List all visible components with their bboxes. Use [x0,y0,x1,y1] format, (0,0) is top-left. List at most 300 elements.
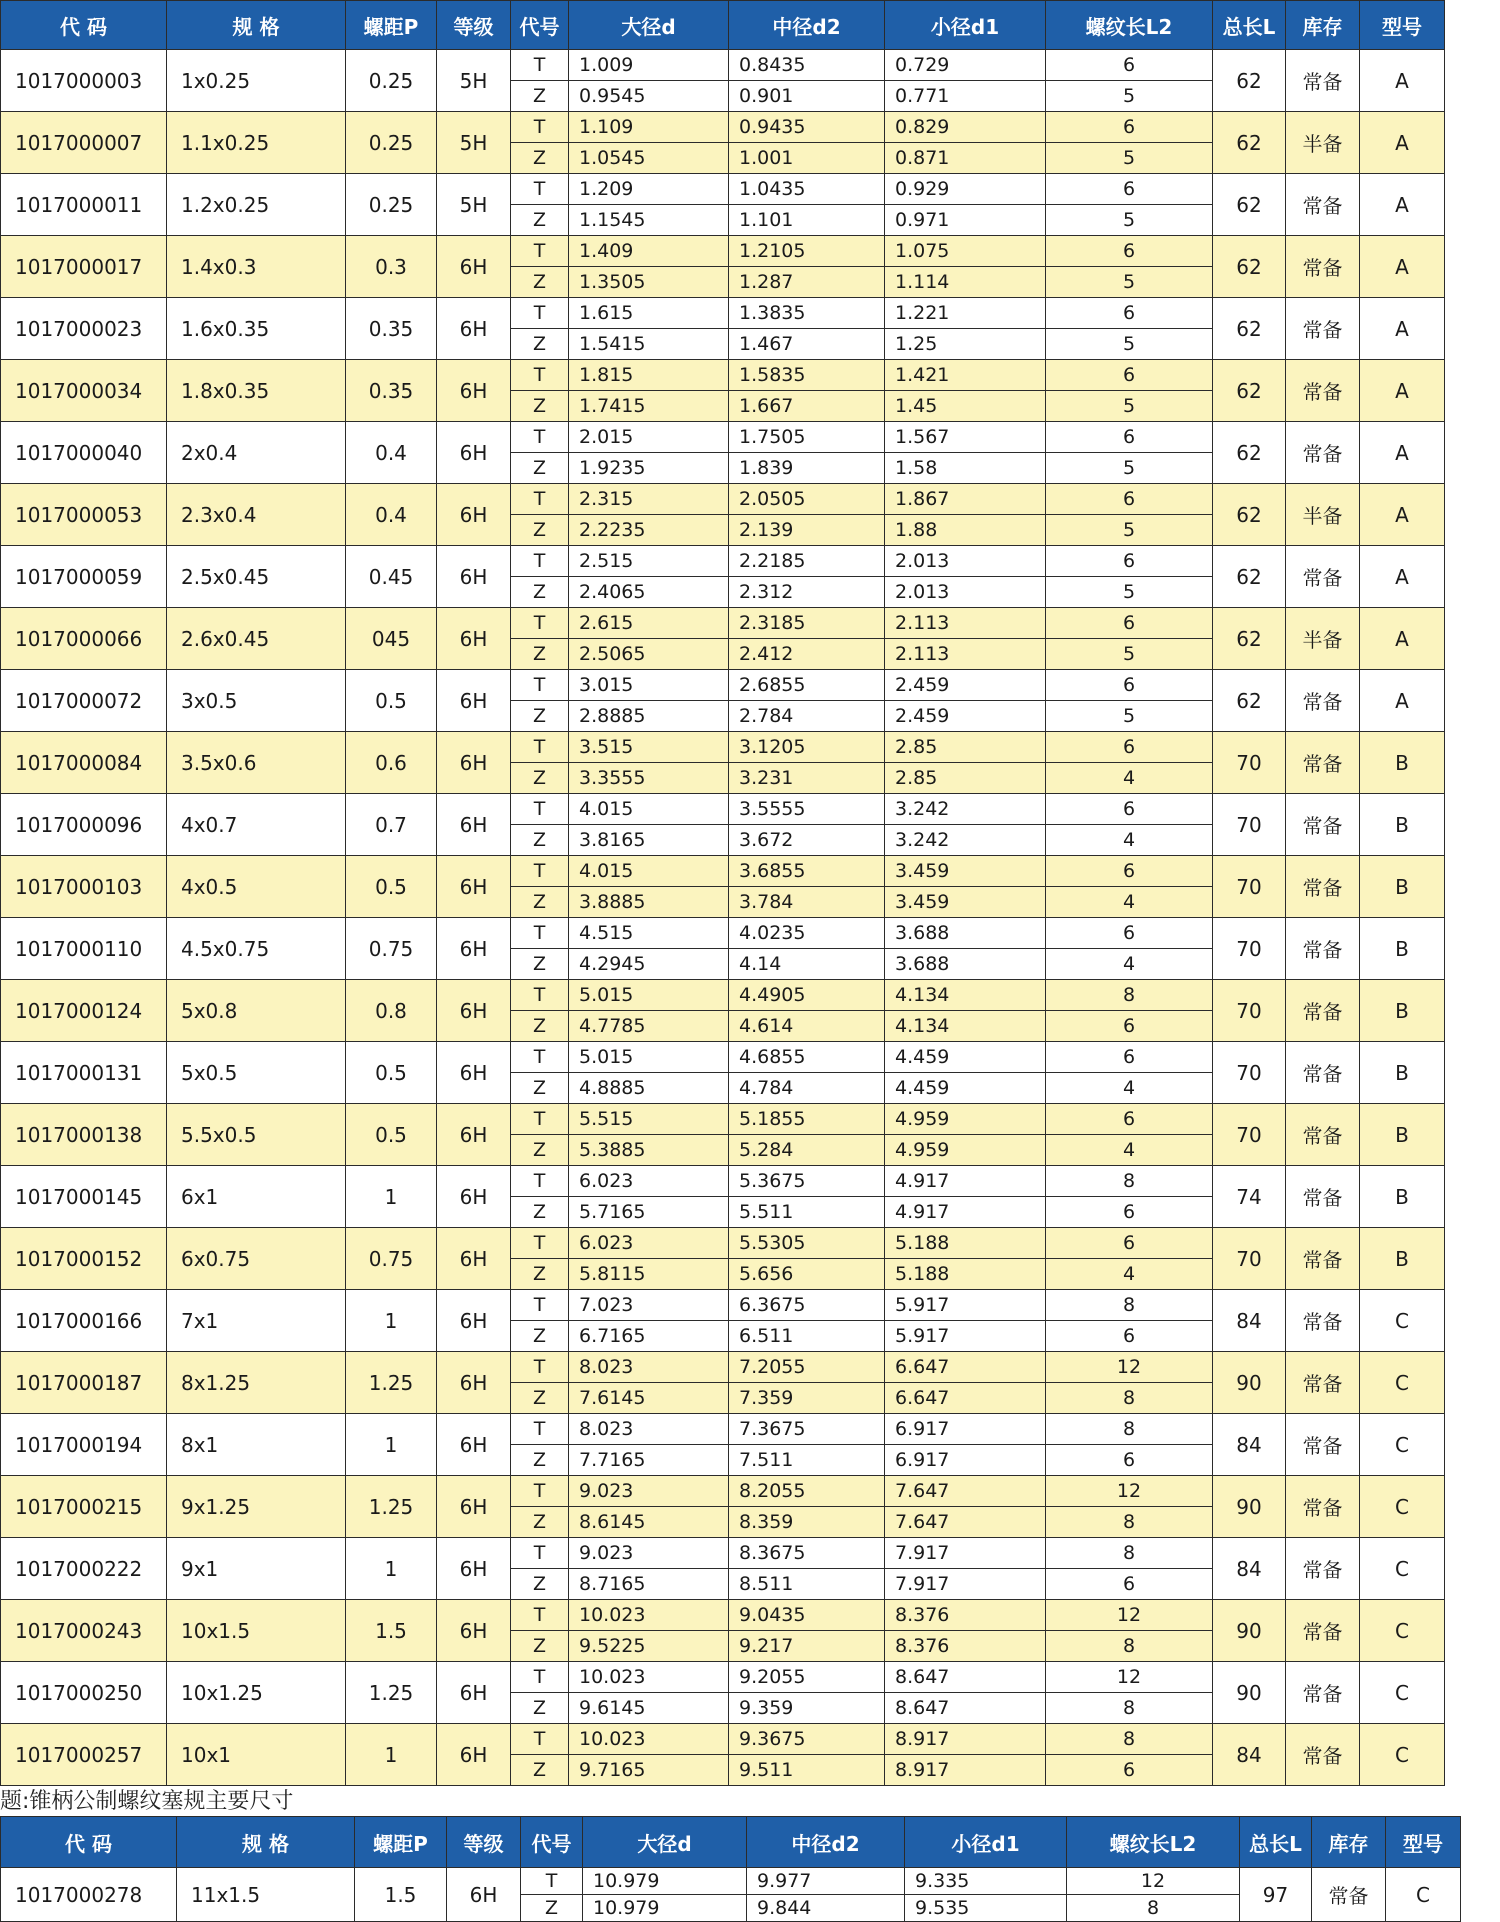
major-diameter-go: 10.023 [569,1662,729,1693]
gauge-code-nogo: Z [511,267,569,298]
thread-length-go: 12 [1046,1476,1213,1507]
pitch-value: 0.3 [346,236,437,298]
thread-length-nogo: 5 [1046,143,1213,174]
pitch-diameter-go: 6.3675 [729,1290,885,1321]
pitch-value: 1 [346,1166,437,1228]
thread-length-go: 6 [1046,50,1213,81]
gauge-code-go: T [511,1290,569,1321]
pitch-diameter-nogo: 1.667 [729,391,885,422]
model-type: A [1360,298,1445,360]
table-row [1,670,1445,701]
major-diameter-nogo: 5.8115 [569,1259,729,1290]
pitch-value: 1 [346,1538,437,1600]
thread-length-go: 6 [1046,236,1213,267]
tolerance-grade: 6H [437,1538,511,1600]
major-diameter-nogo: 2.8885 [569,701,729,732]
model-type: B [1360,1042,1445,1104]
table-row [1,298,1445,329]
thread-length-go: 6 [1046,1104,1213,1135]
gauge-code-go: T [511,50,569,81]
stock-status: 半备 [1286,608,1360,670]
part-code: 1017000124 [1,980,167,1042]
gauge-code-nogo: Z [511,639,569,670]
thread-length-nogo: 6 [1046,1011,1213,1042]
pitch-diameter-nogo: 9.511 [729,1755,885,1786]
minor-diameter-nogo: 1.88 [885,515,1046,546]
thread-length-nogo: 6 [1046,1569,1213,1600]
total-length: 97 [1240,1868,1312,1922]
pitch-value: 0.5 [346,1042,437,1104]
minor-diameter-go: 8.647 [885,1662,1046,1693]
tolerance-grade: 6H [437,1166,511,1228]
thread-spec: 2x0.4 [167,422,346,484]
minor-diameter-go: 1.075 [885,236,1046,267]
major-diameter-nogo: 0.9545 [569,81,729,112]
pitch-diameter-nogo: 5.511 [729,1197,885,1228]
table-row [1,1476,1445,1507]
stock-status: 常备 [1286,670,1360,732]
thread-length-go: 6 [1046,856,1213,887]
major-diameter-nogo: 5.3885 [569,1135,729,1166]
gauge-code-go: T [511,546,569,577]
model-type: C [1360,1538,1445,1600]
part-code: 1017000103 [1,856,167,918]
total-length: 62 [1213,546,1286,608]
stock-status: 常备 [1286,422,1360,484]
model-type: A [1360,112,1445,174]
major-diameter-nogo: 3.3555 [569,763,729,794]
gauge-code-nogo: Z [511,1011,569,1042]
major-diameter-nogo: 9.5225 [569,1631,729,1662]
minor-diameter-go: 1.221 [885,298,1046,329]
thread-length-go: 6 [1046,174,1213,205]
minor-diameter-nogo: 2.85 [885,763,1046,794]
pitch-diameter-go: 0.9435 [729,112,885,143]
model-type: C [1386,1868,1461,1922]
table-row [1,1352,1445,1383]
stock-status: 常备 [1286,360,1360,422]
gauge-code-nogo: Z [511,1073,569,1104]
header-pitch-diameter: 中径d2 [747,1817,905,1868]
gauge-code-nogo: Z [511,1507,569,1538]
major-diameter-go: 5.015 [569,980,729,1011]
thread-spec: 3.5x0.6 [167,732,346,794]
thread-length-nogo: 8 [1046,1693,1213,1724]
gauge-code-nogo: Z [511,81,569,112]
pitch-diameter-nogo: 8.359 [729,1507,885,1538]
tolerance-grade: 6H [437,980,511,1042]
pitch-diameter-go: 2.6855 [729,670,885,701]
pitch-diameter-nogo: 0.901 [729,81,885,112]
minor-diameter-go: 9.335 [905,1868,1067,1895]
thread-length-go: 6 [1046,1228,1213,1259]
part-code: 1017000003 [1,50,167,112]
pitch-diameter-nogo: 7.359 [729,1383,885,1414]
gauge-code-nogo: Z [511,1445,569,1476]
part-code: 1017000243 [1,1600,167,1662]
gauge-code-nogo: Z [511,1321,569,1352]
pitch-diameter-go: 2.2185 [729,546,885,577]
minor-diameter-nogo: 3.242 [885,825,1046,856]
thread-length-go: 6 [1046,484,1213,515]
minor-diameter-go: 5.917 [885,1290,1046,1321]
gauge-code-nogo: Z [511,949,569,980]
thread-length-go: 6 [1046,794,1213,825]
thread-length-nogo: 5 [1046,267,1213,298]
thread-length-nogo: 5 [1046,701,1213,732]
pitch-diameter-go: 3.6855 [729,856,885,887]
second-table-body [1,1868,1461,1922]
table-row [1,732,1445,763]
pitch-value: 1.25 [346,1476,437,1538]
pitch-value: 045 [346,608,437,670]
pitch-value: 1.5 [346,1600,437,1662]
minor-diameter-nogo: 8.917 [885,1755,1046,1786]
minor-diameter-go: 2.013 [885,546,1046,577]
minor-diameter-nogo: 4.459 [885,1073,1046,1104]
thread-spec: 1x0.25 [167,50,346,112]
thread-length-go: 12 [1046,1600,1213,1631]
model-type: B [1360,732,1445,794]
major-diameter-go: 1.209 [569,174,729,205]
gauge-code-nogo: Z [511,825,569,856]
thread-spec: 4x0.7 [167,794,346,856]
tolerance-grade: 6H [437,1290,511,1352]
model-type: A [1360,484,1445,546]
pitch-diameter-go: 2.0505 [729,484,885,515]
major-diameter-go: 4.015 [569,794,729,825]
header-model: 型号 [1360,1,1445,50]
header-model: 型号 [1386,1817,1461,1868]
stock-status: 常备 [1286,50,1360,112]
major-diameter-go: 8.023 [569,1414,729,1445]
stock-status: 常备 [1286,732,1360,794]
header-spec: 规 格 [167,1,346,50]
minor-diameter-nogo: 1.58 [885,453,1046,484]
pitch-diameter-go: 5.5305 [729,1228,885,1259]
table-row [1,608,1445,639]
part-code: 1017000215 [1,1476,167,1538]
part-code: 1017000257 [1,1724,167,1786]
gauge-code-nogo: Z [521,1895,583,1922]
major-diameter-go: 3.515 [569,732,729,763]
minor-diameter-nogo: 0.971 [885,205,1046,236]
major-diameter-nogo: 9.7165 [569,1755,729,1786]
minor-diameter-nogo: 4.134 [885,1011,1046,1042]
total-length: 70 [1213,980,1286,1042]
pitch-diameter-go: 7.2055 [729,1352,885,1383]
table-row [1,546,1445,577]
thread-spec: 1.1x0.25 [167,112,346,174]
total-length: 70 [1213,1228,1286,1290]
minor-diameter-go: 1.421 [885,360,1046,391]
pitch-diameter-nogo: 1.287 [729,267,885,298]
model-type: A [1360,174,1445,236]
thread-spec: 8x1.25 [167,1352,346,1414]
header-stock: 库存 [1312,1817,1386,1868]
total-length: 70 [1213,856,1286,918]
thread-length-go: 6 [1046,732,1213,763]
model-type: C [1360,1724,1445,1786]
gauge-code-go: T [511,484,569,515]
tolerance-grade: 6H [437,1600,511,1662]
header-minor-diameter: 小径d1 [905,1817,1067,1868]
pitch-diameter-nogo: 1.101 [729,205,885,236]
thread-spec: 9x1 [167,1538,346,1600]
total-length: 62 [1213,236,1286,298]
major-diameter-go: 10.979 [583,1868,747,1895]
thread-length-go: 6 [1046,112,1213,143]
stock-status: 常备 [1286,1414,1360,1476]
gauge-code-go: T [511,1104,569,1135]
pitch-diameter-go: 1.2105 [729,236,885,267]
thread-spec: 2.3x0.4 [167,484,346,546]
thread-spec: 1.6x0.35 [167,298,346,360]
major-diameter-go: 4.515 [569,918,729,949]
thread-length-nogo: 6 [1046,1197,1213,1228]
pitch-diameter-nogo: 3.672 [729,825,885,856]
thread-length-nogo: 6 [1046,1321,1213,1352]
minor-diameter-nogo: 7.647 [885,1507,1046,1538]
tolerance-grade: 6H [437,1042,511,1104]
pitch-diameter-go: 4.6855 [729,1042,885,1073]
pitch-diameter-go: 9.3675 [729,1724,885,1755]
header-thread-length: 螺纹长L2 [1046,1,1213,50]
major-diameter-nogo: 1.1545 [569,205,729,236]
thread-length-go: 6 [1046,918,1213,949]
tolerance-grade: 6H [437,856,511,918]
thread-spec: 3x0.5 [167,670,346,732]
model-type: B [1360,918,1445,980]
model-type: C [1360,1600,1445,1662]
header-minor-diameter: 小径d1 [885,1,1046,50]
header-total-length: 总长L [1240,1817,1312,1868]
major-diameter-go: 1.615 [569,298,729,329]
pitch-diameter-nogo: 4.14 [729,949,885,980]
header-gauge-type: 代号 [511,1,569,50]
thread-spec: 2.5x0.45 [167,546,346,608]
tolerance-grade: 6H [447,1868,521,1922]
part-code: 1017000110 [1,918,167,980]
minor-diameter-go: 3.242 [885,794,1046,825]
minor-diameter-nogo: 2.459 [885,701,1046,732]
minor-diameter-nogo: 7.917 [885,1569,1046,1600]
thread-spec: 6x1 [167,1166,346,1228]
header-thread-length: 螺纹长L2 [1067,1817,1240,1868]
pitch-diameter-nogo: 9.359 [729,1693,885,1724]
major-diameter-nogo: 1.9235 [569,453,729,484]
stock-status: 半备 [1286,112,1360,174]
major-diameter-go: 1.815 [569,360,729,391]
stock-status: 常备 [1286,918,1360,980]
tolerance-grade: 6H [437,484,511,546]
header-code: 代 码 [1,1817,177,1868]
major-diameter-go: 2.615 [569,608,729,639]
part-code: 1017000034 [1,360,167,422]
part-code: 1017000166 [1,1290,167,1352]
pitch-value: 0.6 [346,732,437,794]
pitch-diameter-go: 1.5835 [729,360,885,391]
pitch-diameter-nogo: 9.217 [729,1631,885,1662]
pitch-diameter-go: 5.3675 [729,1166,885,1197]
total-length: 90 [1213,1352,1286,1414]
total-length: 74 [1213,1166,1286,1228]
gauge-code-go: T [511,918,569,949]
part-code: 1017000278 [1,1868,177,1922]
thread-length-go: 12 [1046,1352,1213,1383]
gauge-code-go: T [511,608,569,639]
part-code: 1017000040 [1,422,167,484]
main-table-body [1,50,1445,1786]
major-diameter-go: 2.315 [569,484,729,515]
thread-length-nogo: 4 [1046,1135,1213,1166]
model-type: C [1360,1290,1445,1352]
gauge-code-go: T [511,298,569,329]
header-total-length: 总长L [1213,1,1286,50]
stock-status: 常备 [1286,856,1360,918]
tolerance-grade: 6H [437,794,511,856]
gauge-code-nogo: Z [511,205,569,236]
total-length: 62 [1213,112,1286,174]
part-code: 1017000145 [1,1166,167,1228]
major-diameter-nogo: 9.6145 [569,1693,729,1724]
minor-diameter-nogo: 6.917 [885,1445,1046,1476]
stock-status: 半备 [1286,484,1360,546]
table-caption: 题:锥柄公制螺纹塞规主要尺寸 [0,1789,294,1814]
pitch-diameter-go: 0.8435 [729,50,885,81]
gauge-code-go: T [511,236,569,267]
minor-diameter-go: 4.134 [885,980,1046,1011]
gauge-code-nogo: Z [511,1197,569,1228]
pitch-value: 1 [346,1724,437,1786]
total-length: 70 [1213,1104,1286,1166]
thread-spec: 5x0.5 [167,1042,346,1104]
thread-length-nogo: 4 [1046,825,1213,856]
major-diameter-nogo: 7.6145 [569,1383,729,1414]
total-length: 62 [1213,422,1286,484]
pitch-value: 0.75 [346,918,437,980]
model-type: A [1360,50,1445,112]
minor-diameter-go: 2.459 [885,670,1046,701]
thread-spec: 10x1 [167,1724,346,1786]
tolerance-grade: 5H [437,174,511,236]
gauge-code-go: T [511,1166,569,1197]
gauge-code-go: T [511,1228,569,1259]
pitch-diameter-go: 1.3835 [729,298,885,329]
stock-status: 常备 [1286,174,1360,236]
gauge-code-nogo: Z [511,1755,569,1786]
tolerance-grade: 6H [437,236,511,298]
header-spec: 规 格 [177,1817,355,1868]
total-length: 62 [1213,360,1286,422]
pitch-value: 1.5 [355,1868,447,1922]
total-length: 62 [1213,484,1286,546]
stock-status: 常备 [1286,1042,1360,1104]
pitch-diameter-go: 7.3675 [729,1414,885,1445]
model-type: A [1360,236,1445,298]
pitch-diameter-nogo: 1.839 [729,453,885,484]
table-row [1,360,1445,391]
pitch-value: 0.7 [346,794,437,856]
table-row [1,794,1445,825]
gauge-code-go: T [521,1868,583,1895]
gauge-code-nogo: Z [511,887,569,918]
tolerance-grade: 6H [437,298,511,360]
pitch-diameter-nogo: 8.511 [729,1569,885,1600]
header-gauge-type: 代号 [521,1817,583,1868]
thread-spec: 9x1.25 [167,1476,346,1538]
part-code: 1017000023 [1,298,167,360]
model-type: B [1360,1228,1445,1290]
table-row [1,1662,1445,1693]
total-length: 62 [1213,670,1286,732]
gauge-code-go: T [511,112,569,143]
thread-length-nogo: 5 [1046,639,1213,670]
minor-diameter-go: 7.647 [885,1476,1046,1507]
pitch-diameter-nogo: 1.467 [729,329,885,360]
thread-length-go: 6 [1046,1042,1213,1073]
pitch-diameter-go: 2.3185 [729,608,885,639]
minor-diameter-go: 2.85 [885,732,1046,763]
minor-diameter-nogo: 0.771 [885,81,1046,112]
part-code: 1017000194 [1,1414,167,1476]
pitch-diameter-nogo: 4.614 [729,1011,885,1042]
tolerance-grade: 6H [437,1724,511,1786]
major-diameter-go: 9.023 [569,1476,729,1507]
pitch-value: 0.5 [346,856,437,918]
thread-length-nogo: 4 [1046,763,1213,794]
major-diameter-go: 10.023 [569,1600,729,1631]
tolerance-grade: 6H [437,1104,511,1166]
minor-diameter-nogo: 6.647 [885,1383,1046,1414]
thread-length-nogo: 5 [1046,205,1213,236]
pitch-diameter-nogo: 2.139 [729,515,885,546]
thread-spec: 5.5x0.5 [167,1104,346,1166]
thread-spec: 4.5x0.75 [167,918,346,980]
minor-diameter-nogo: 1.25 [885,329,1046,360]
stock-status: 常备 [1286,1538,1360,1600]
table-row [1,856,1445,887]
header-code: 代 码 [1,1,167,50]
table-row [1,1868,1461,1895]
stock-status: 常备 [1286,1724,1360,1786]
stock-status: 常备 [1286,1476,1360,1538]
minor-diameter-nogo: 2.113 [885,639,1046,670]
thread-length-go: 8 [1046,1724,1213,1755]
model-type: C [1360,1414,1445,1476]
minor-diameter-go: 3.459 [885,856,1046,887]
pitch-diameter-go: 3.1205 [729,732,885,763]
pitch-value: 0.8 [346,980,437,1042]
table-row [1,1166,1445,1197]
stock-status: 常备 [1286,1662,1360,1724]
part-code: 1017000059 [1,546,167,608]
part-code: 1017000072 [1,670,167,732]
major-diameter-go: 1.009 [569,50,729,81]
thread-length-go: 6 [1046,422,1213,453]
stock-status: 常备 [1286,236,1360,298]
part-code: 1017000131 [1,1042,167,1104]
header-major-diameter: 大径d [583,1817,747,1868]
minor-diameter-go: 4.459 [885,1042,1046,1073]
header-pitch: 螺距P [355,1817,447,1868]
gauge-code-go: T [511,732,569,763]
thread-length-nogo: 8 [1046,1631,1213,1662]
part-code: 1017000066 [1,608,167,670]
thread-length-nogo: 5 [1046,391,1213,422]
pitch-value: 1 [346,1290,437,1352]
gauge-code-go: T [511,1724,569,1755]
